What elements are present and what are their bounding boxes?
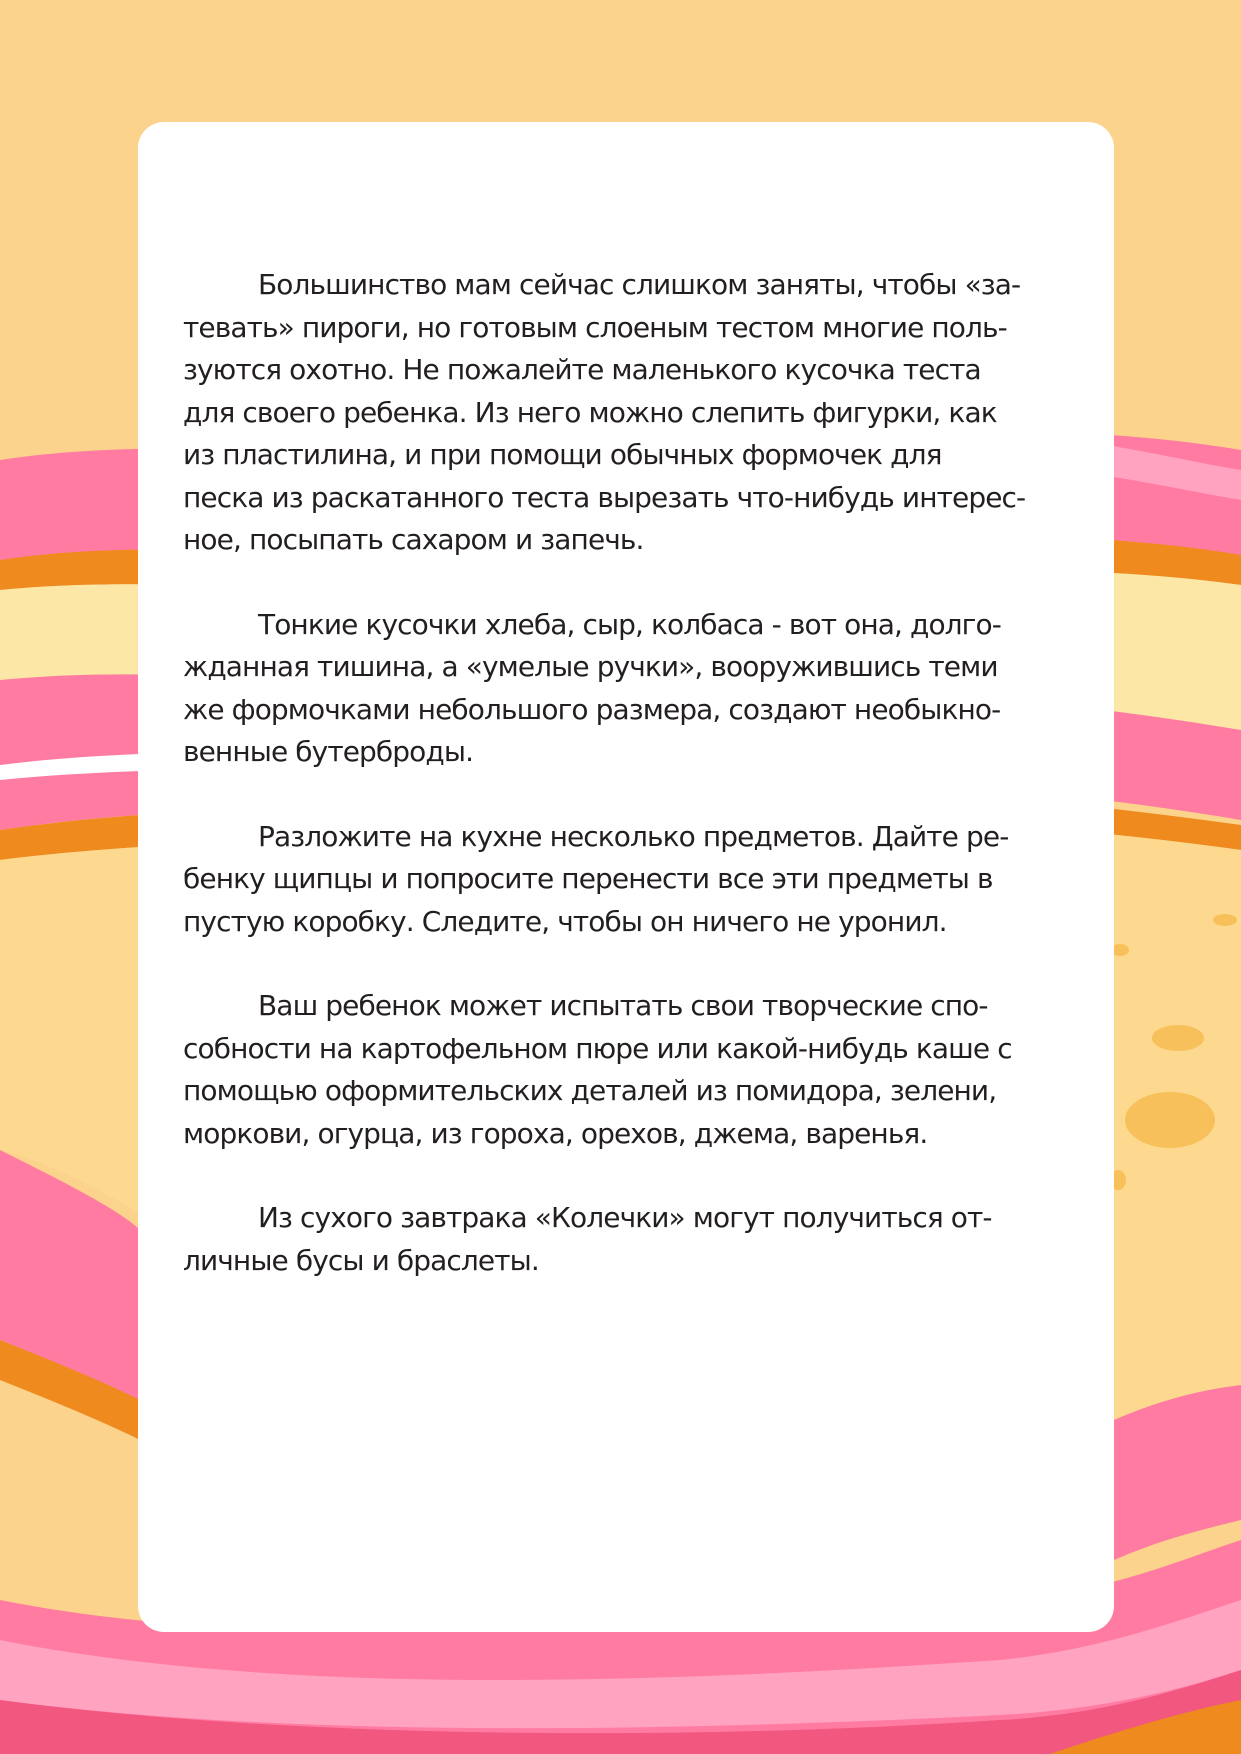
text-card (138, 122, 1114, 1632)
paragraph-text: Тонкие кусочки хлеба, сыр, колбаса - вот она, долго- жданная тишина, а «умелые ручки», вооружившись теми же формочками небольшого размера, создают необыкно- венные бутерброды. (183, 607, 1001, 768)
cheese-hole (1125, 1092, 1215, 1148)
paragraph-text: Большинство мам сейчас слишком заняты, чтобы «за- тевать» пироги, но готовым слоеным тестом многие поль- зуются охотно. Не пожалейте маленького кусочка теста для своего ребенка. Из него можно слепить фигурки, как из пластилина, и при помощи обычных формочек для песка из раскатанного теста вырезать что-нибудь интерес- ное, посыпать сахаром и запечь. (183, 268, 1026, 556)
paragraph (183, 816, 1088, 944)
paragraph (183, 985, 1088, 1155)
paragraph-text: Разложите на кухне несколько предметов. Дайте ре- бенку щипцы и попросите перенести все эти предметы в пустую коробку. Следите, чтобы он ничего не уронил. (183, 819, 1009, 938)
paragraph (183, 1197, 1088, 1282)
cheese-hole (1213, 914, 1237, 926)
paragraph-text: Ваш ребенок может испытать свои творческие спо- собности на картофельном пюре или какой-нибудь каше с помощью оформительских деталей из помидора, зелени, моркови, огурца, из гороха, орехов, джема, варенья. (183, 989, 1012, 1150)
paragraph (183, 604, 1088, 774)
paragraph (183, 264, 1088, 562)
cheese-hole (1152, 1025, 1204, 1051)
paragraph-text: Из сухого завтрака «Колечки» могут получиться от- личные бусы и браслеты. (183, 1201, 992, 1277)
